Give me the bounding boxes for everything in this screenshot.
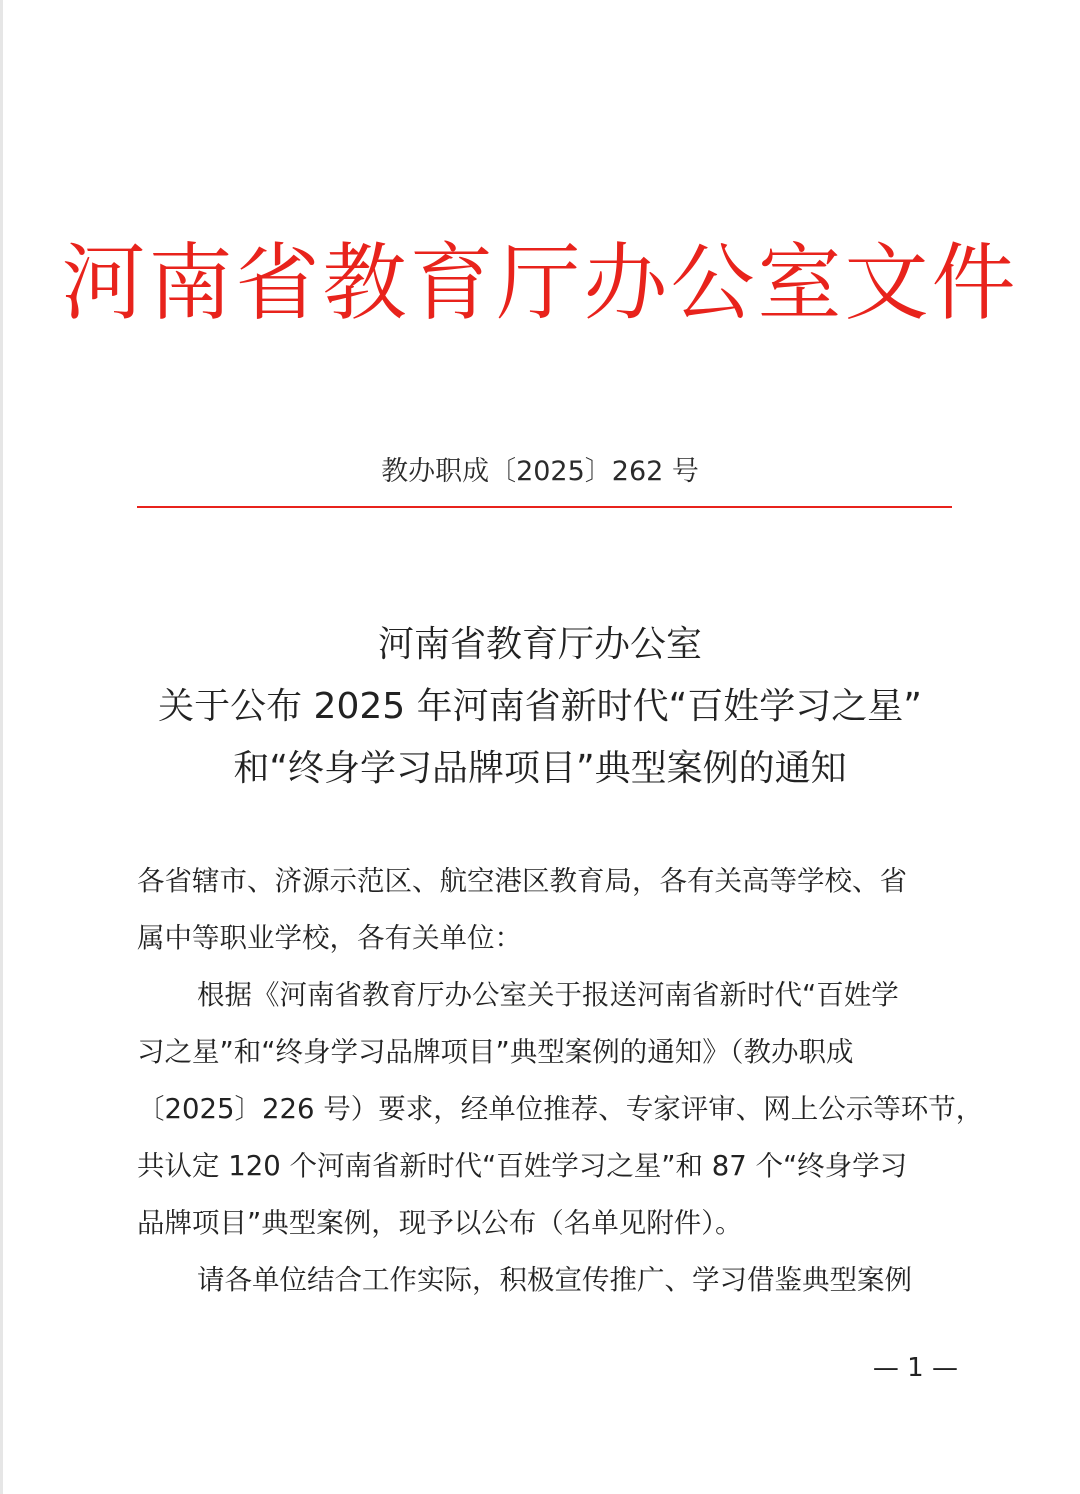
title-line: 河南省教育厅办公室	[377, 624, 702, 665]
title-line: 关于公布 2025 年河南省新时代“百姓学习之星”	[158, 686, 922, 727]
paragraph-line: 请各单位结合工作实际，积极宣传推广、学习借鉴典型案例	[197, 1264, 912, 1296]
paragraph-line: 品牌项目”典型案例，现予以公布（名单见附件）。	[137, 1207, 743, 1239]
document-number: 教办职成〔2025〕262 号	[381, 456, 699, 487]
paragraph-line: 根据《河南省教育厅办公室关于报送河南省新时代“百姓学	[197, 979, 899, 1011]
red-separator-rule	[137, 506, 952, 508]
notice-body	[137, 853, 984, 1309]
paragraph-line: 习之星”和“终身学习品牌项目”典型案例的通知》（教办职成	[137, 1036, 854, 1068]
addressee-line: 属中等职业学校，各有关单位：	[137, 922, 522, 954]
document-masthead: 河南省教育厅办公室文件	[61, 234, 1019, 332]
addressee-line: 各省辖市、济源示范区、航空港区教育局，各有关高等学校、省	[137, 865, 907, 897]
page-number: — 1 —	[872, 1353, 958, 1383]
paragraph-line: 〔2025〕226 号）要求，经单位推荐、专家评审、网上公示等环节，	[137, 1093, 984, 1125]
paragraph-line: 共认定 120 个河南省新时代“百姓学习之星”和 87 个“终身学习	[137, 1150, 908, 1182]
title-line: 和“终身学习品牌项目”典型案例的通知	[233, 748, 847, 789]
notice-title	[0, 614, 1080, 800]
